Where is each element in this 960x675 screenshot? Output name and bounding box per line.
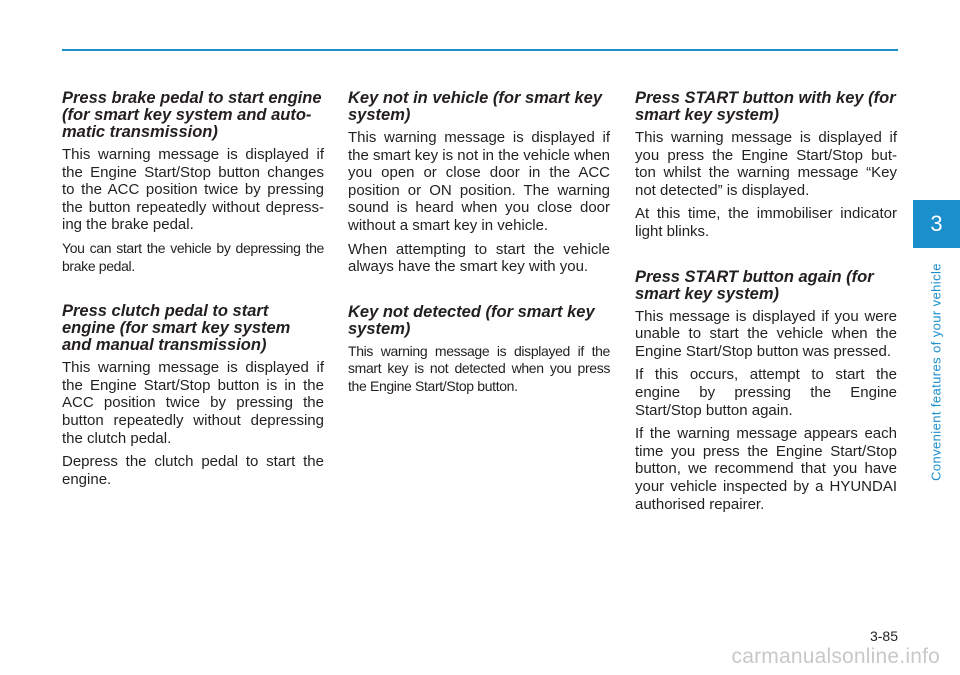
section-paragraph: This warning message is displayed if you press the Engine Start/Stop but-ton whilst the warning message “Key not detected” is displayed. (635, 129, 897, 199)
section-paragraph: This message is displayed if you were unable to start the vehicle when the Engine Start/Stop button was pressed. (635, 307, 897, 360)
section-press-start-with-key (635, 90, 897, 241)
section-paragraph: At this time, the immobiliser indicator light blinks. (635, 205, 897, 240)
section-paragraph: When attempting to start the vehicle always have the smart key with you. (348, 240, 610, 276)
section-paragraph: This warning message is displayed if the Engine Start/Stop button is in the ACC position twice by pressing the button repeatedly without depressing the clutch pedal. (62, 359, 324, 447)
section-heading: Press clutch pedal to start engine (for smart key system and manual transmission) (62, 302, 291, 355)
column-left (62, 90, 324, 516)
header-rule (62, 49, 898, 51)
page-number: 3-85 (869, 628, 898, 644)
column-right (635, 90, 897, 541)
section-paragraph: If this occurs, attempt to start the engine by pressing the Engine Start/Stop button again. (635, 366, 897, 419)
section-heading: Key not in vehicle (for smart key system) (348, 89, 603, 124)
chapter-title-side-label: Convenient features of your vehicle (928, 263, 944, 481)
section-press-start-again (635, 269, 897, 514)
section-paragraph: This warning message is displayed if the smart key is not detected when you press the Engine Start/Stop button. (348, 342, 610, 394)
section-heading: Press START button again (for smart key system) (635, 267, 874, 303)
section-paragraph: This warning message is displayed if the Engine Start/Stop button changes to the ACC position twice by pressing the button repeatedly without depress-ing the brake pedal. (62, 146, 324, 234)
section-paragraph: If the warning message appears each time you press the Engine Start/Stop button, we recommend that you have your vehicle inspected by a HYUNDAI authorised repairer. (635, 425, 897, 513)
section-paragraph: This warning message is displayed if the smart key is not in the vehicle when you open or close door in the ACC position or ON position. The warning sound is heard when you close door without a smart key in vehicle. (348, 129, 610, 234)
section-heading: Key not detected (for smart key system) (348, 302, 595, 338)
section-heading: Press brake pedal to start engine (for smart key system and auto-matic transmission) (62, 89, 322, 141)
section-press-brake-pedal (62, 90, 324, 275)
chapter-number-tab: 3 (913, 200, 960, 248)
section-paragraph: You can start the vehicle by depressing the brake pedal. (62, 239, 324, 274)
section-heading: Press START button with key (for smart key system) (635, 89, 896, 124)
section-paragraph: Depress the clutch pedal to start the engine. (62, 453, 324, 488)
section-press-clutch-pedal (62, 303, 324, 488)
watermark: carmanualsonline.info (731, 645, 940, 668)
column-middle (348, 90, 610, 424)
section-key-not-in-vehicle (348, 90, 610, 276)
section-key-not-detected (348, 304, 610, 396)
